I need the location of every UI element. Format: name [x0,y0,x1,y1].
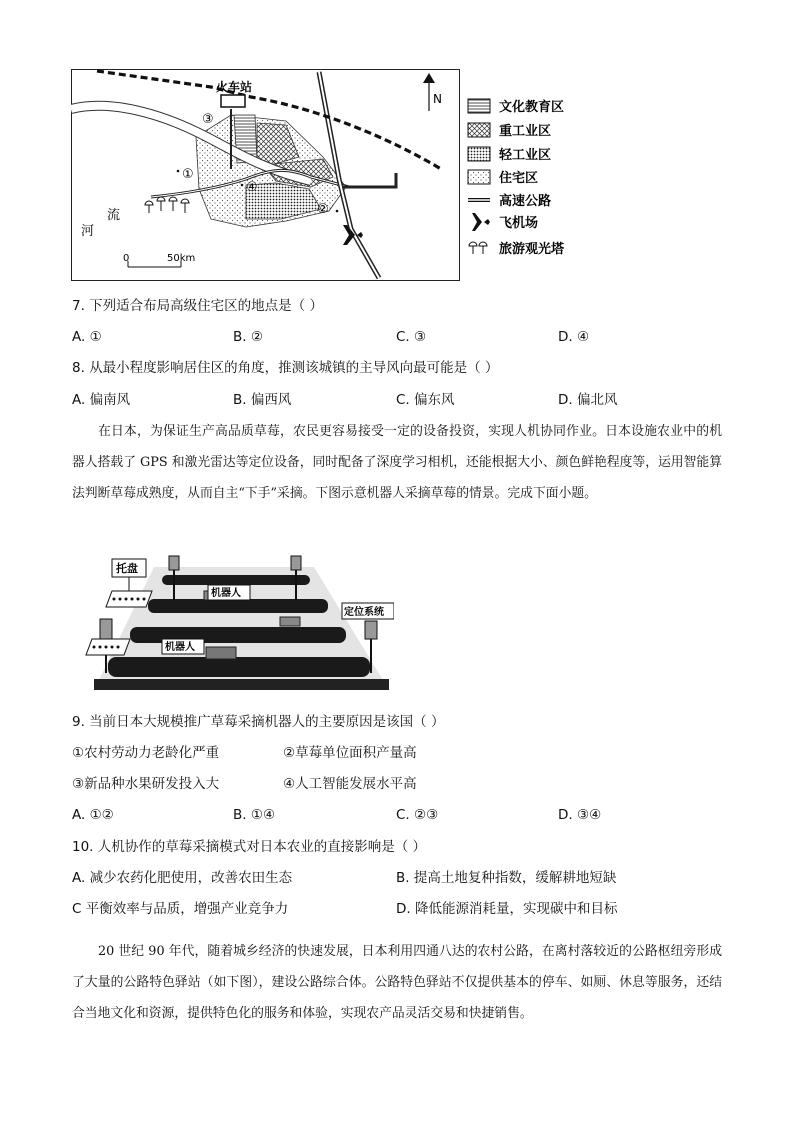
legend-sparse-swatch [468,170,490,184]
scale-zero: 0 [123,253,130,264]
point-2: ② [317,202,329,217]
legend-dense-swatch [468,147,490,161]
q9-option-b[interactable]: B. ①④ [233,807,276,823]
point-3: ③ [202,112,214,127]
map-legend [467,96,597,266]
q9-item-4: ④人工智能发展水平高 [283,776,417,792]
robot-label-1: 机器人 [211,588,241,599]
legend-label-5: 高速公路 [499,194,552,209]
legend-hatch-swatch [468,99,490,113]
legend-tower-icon [469,242,487,254]
legend-cross-swatch [468,123,490,137]
q10-stem: 10. 人机协作的草莓采摘模式对日本农业的直接影响是（ ） [72,839,427,855]
q8-option-b[interactable]: B. 偏西风 [233,392,292,408]
legend-svg [467,96,597,262]
legend-label-4: 住宅区 [499,171,539,186]
q8-stem: 8. 从最小程度影响居住区的角度，推测该城镇的主导风向最可能是（ ） [72,360,499,376]
q10-option-d[interactable]: D. 降低能源消耗量，实现碳中和目标 [396,901,618,917]
north-label: N [433,92,442,106]
city-map-svg [71,69,460,281]
station-label: 火车站 [216,80,253,94]
q8-option-a[interactable]: A. 偏南风 [72,392,131,408]
q9-stem: 9. 当前日本大规模推广草莓采摘机器人的主要原因是该国（ ） [72,714,445,730]
q8-option-c[interactable]: C. 偏东风 [396,392,455,408]
q7-option-d[interactable]: D. ④ [558,329,590,345]
q7-option-a[interactable]: A. ① [72,329,102,345]
legend-label-7: 旅游观光塔 [499,242,565,257]
city-map-figure [71,69,460,281]
q9-option-c[interactable]: C. ②③ [396,807,439,823]
q7-option-b[interactable]: B. ② [233,329,263,345]
passage-strawberry-robot: 在日本，为保证生产高品质草莓，农民更容易接受一定的设备投资，实现人机协同作业。日本设施农业中的机器人搭载了 GPS 和激光雷达等定位设备，同时配备了深度学习相机，还能根据大小、颜色鲜艳程度等，运用智能算法判断草莓成熟度，从而自主“下手”采摘。下图示意机器人采摘草莓的情景。完成下面小题。 [72,424,722,501]
q9-item-2: ②草莓单位面积产量高 [283,745,417,761]
river-label-1: 河 [81,224,95,239]
q10-option-a[interactable]: A. 减少农药化肥使用，改善农田生态 [72,870,293,886]
scale-dist: 50km [167,253,196,264]
q7-option-c[interactable]: C. ③ [396,329,427,345]
point-4: ④ [246,180,258,195]
q9-item-3: ③新品种水果研发投入大 [72,776,220,792]
legend-airplane-icon [468,213,490,231]
station-box [221,95,245,107]
robot-label-2: 机器人 [165,642,195,653]
q9-option-d[interactable]: D. ③④ [558,807,602,823]
q7-stem: 7. 下列适合布局高级住宅区的地点是（ ） [72,298,323,314]
positioning-label: 定位系统 [344,607,384,618]
point-1: ① [182,167,194,182]
q10-option-c[interactable]: C 平衡效率与品质，增强产业竞争力 [72,901,289,917]
river-label-2: 流 [107,208,121,223]
legend-label-6: 飞机场 [499,216,539,231]
legend-label-2: 重工业区 [499,124,552,139]
robot-figure-svg [84,555,394,695]
q8-option-d[interactable]: D. 偏北风 [558,392,618,408]
legend-label-1: 文化教育区 [499,100,565,115]
passage-roadside-station: 20 世纪 90 年代，随着城乡经济的快速发展，日本利用四通八达的农村公路，在离村落较近的公路枢纽旁形成了大量的公路特色驿站（如下图），建设公路综合体。公路特色驿站不仅提供基本的停车、如厕、休息等服务，还结合当地文化和资源，提供特色化的服务和体验，实现农产品灵活交易和快捷销售。 [72,944,722,1021]
q9-item-1: ①农村劳动力老龄化严重 [72,745,220,761]
q9-option-a[interactable]: A. ①② [72,807,114,823]
legend-label-3: 轻工业区 [499,148,552,163]
tray-label: 托盘 [116,562,138,575]
q10-option-b[interactable]: B. 提高土地复种指数，缓解耕地短缺 [396,870,617,886]
robot-figure [84,555,394,695]
